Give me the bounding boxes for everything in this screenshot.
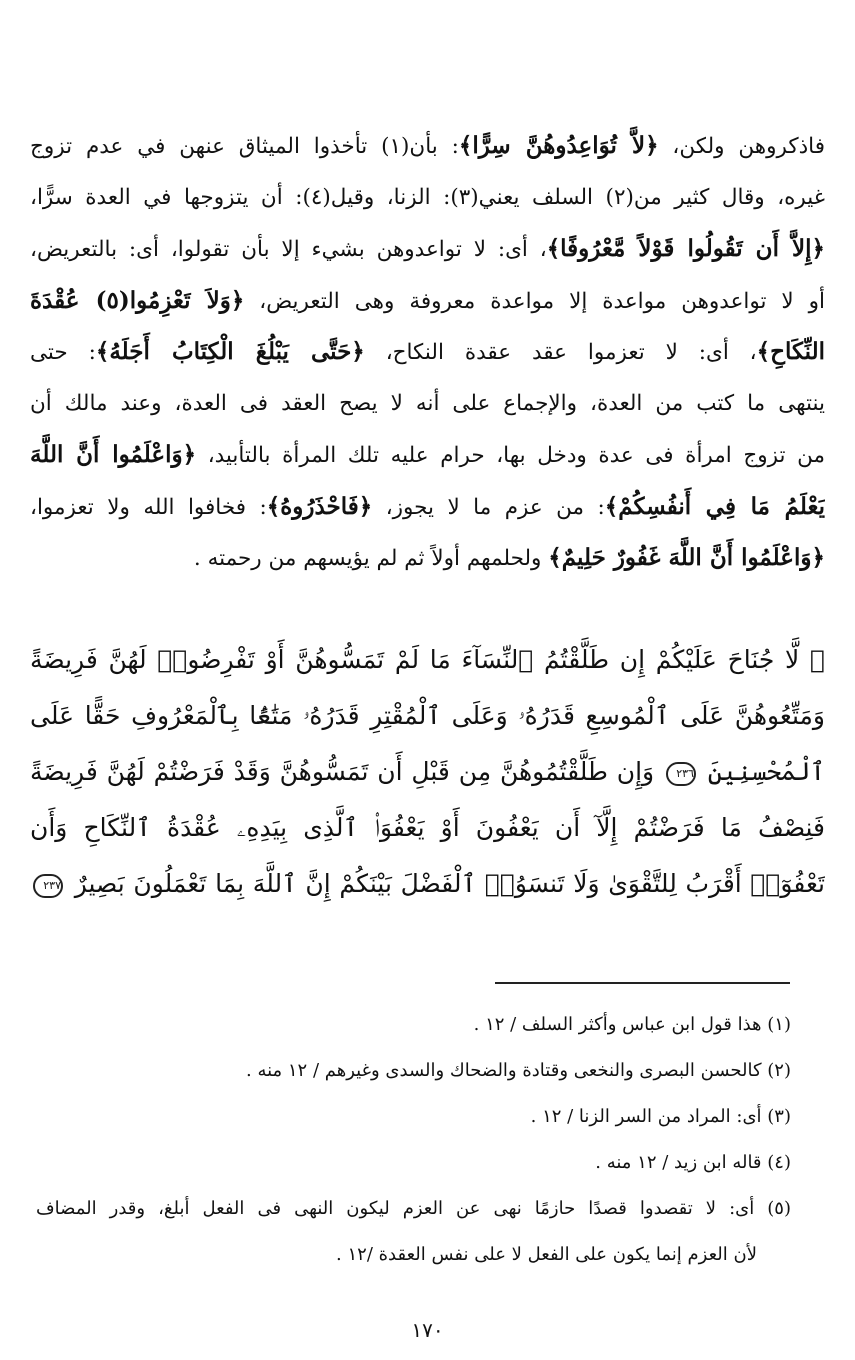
verse-line (30, 744, 825, 800)
verse-line: فَنِصْفُ مَا فَرَضْتُمْ إِلَّآ أَن يَعْفُونَ أَوْ يَعْفُوَا۟ ٱلَّذِى بِيَدِهِۦ عُقْدَةُ ٱلنِّكَاحِ وَأَن (30, 813, 825, 842)
commentary-line (30, 481, 825, 533)
commentary-line (30, 532, 825, 584)
footnote-continuation: لأن العزم إنما يكون على الفعل لا على نفس العقدة /١٢ . (336, 1244, 757, 1265)
commentary-segment: أو لا تواعدوهن مواعدة إلا مواعدة معروفة وهى التعريض، (244, 288, 825, 314)
footnote-separator (495, 982, 790, 984)
commentary-segment: : حتى (30, 340, 96, 365)
commentary-segment: : بأن(١) تأخذوا الميثاق عنهن في عدم تزوج (30, 134, 459, 159)
quran-quote: ﴿وَاعْلَمُوا أَنَّ اللَّهَ غَفُورٌ حَلِيمٌ﴾ (548, 544, 825, 571)
verse-line: وَمَتِّعُوهُنَّ عَلَى ٱلْمُوسِعِ قَدَرُهُۥ وَعَلَى ٱلْمُقْتِرِ قَدَرُهُۥ مَتَٰعًۢا بِٱلْمَعْرُوفِ حَقًّا عَلَى (30, 701, 825, 730)
commentary-segment: ولحلمهم أولاً ثم لم يؤيسهم من رحمته . (193, 546, 549, 571)
footnote: (١) هذا قول ابن عباس وأكثر السلف / ١٢ . (473, 1014, 791, 1035)
commentary-segment: ، أى: لا تعزموا عقد عقدة النكاح، (364, 340, 757, 365)
commentary-segment: ، أى: لا تواعدوهن بشيء إلا بأن تقولوا، أى: بالتعريض، (30, 237, 547, 262)
footnote: (٥) أى: لا تقصدوا قصدًا حازمًا نهى عن العزم ليكون النهى فى الفعل أبلغ، وقدر المضاف (36, 1198, 791, 1219)
page-number: ١٧٠ (411, 1318, 444, 1342)
commentary-line (30, 172, 825, 224)
verse-line: ﴿ لَّا جُنَاحَ عَلَيْكُمْ إِن طَلَّقْتُمُ ٱلنِّسَآءَ مَا لَمْ تَمَسُّوهُنَّ أَوْ تَفْرِضُوا۟ لَهُنَّ فَرِيضَةً (30, 645, 825, 674)
commentary-line (30, 326, 825, 378)
quran-quote: يَعْلَمُ مَا فِي أَنفُسِكُمْ﴾ (604, 492, 825, 520)
verse-line-text: وَإِن طَلَّقْتُمُوهُنَّ مِن قَبْلِ أَن تَمَسُّوهُنَّ وَقَدْ فَرَضْتُمْ لَهُنَّ فَرِيضَةً (30, 757, 655, 786)
commentary-line (30, 120, 825, 172)
verse-line-text: تَعْفُوٓا۟ أَقْرَبُ لِلتَّقْوَىٰ وَلَا تَنسَوُا۟ ٱلْفَضْلَ بَيْنَكُمْ إِنَّ ٱللَّهَ بِمَا تَعْمَلُونَ بَصِيرٌ (74, 869, 825, 898)
commentary-segment: : فخافوا الله ولا تعزموا، (30, 494, 267, 520)
commentary-segment: من تزوج امرأة فى عدة ودخل بها، حرام عليه تلك المرأة بالتأبيد، (196, 443, 825, 468)
quran-verse-block (30, 632, 825, 912)
commentary-line (30, 223, 825, 275)
commentary-segment: فاذكروهن ولكن، (658, 134, 825, 159)
quran-quote: ﴿لاَّ تُوَاعِدُوهُنَّ سِرًّا﴾ (458, 132, 659, 159)
commentary-segment: غيره، وقال كثير من(٢) السلف يعني(٣): الزنا، وقيل(٤): أن يتزوجها في العدة سرًّا، (30, 184, 825, 210)
quran-quote: ﴿وَلاَ تَعْزِمُوا(٥) عُقْدَةَ (30, 286, 245, 314)
commentary-text (30, 120, 825, 584)
quran-quote: ﴿حَتَّى يَبْلُغَ الْكِتَابُ أَجَلَهُ﴾ (95, 338, 365, 365)
quran-quote: ﴿فَاحْذَرُوهُ﴾ (266, 492, 373, 520)
commentary-line (30, 275, 825, 327)
footnotes (36, 1002, 791, 1278)
commentary-segment: ينتهى ما كتب من العدة، والإجماع على أنه لا يصح العقد فى العدة، وعند مالك أن (30, 390, 825, 416)
footnote: (٣) أى: المراد من السر الزنا / ١٢ . (530, 1106, 791, 1127)
quran-quote: النِّكَاحِ﴾ (756, 338, 825, 365)
commentary-line (30, 429, 825, 481)
ayah-number-marker: ٢٣٦ (666, 762, 696, 786)
footnote: (٢) كالحسن البصرى والنخعى وقتادة والضحاك والسدى وغيرهم / ١٢ منه . (246, 1060, 791, 1081)
footnote: (٤) قاله ابن زيد / ١٢ منه . (595, 1152, 791, 1173)
ayah-number-marker: ٢٣٧ (33, 874, 63, 898)
commentary-line (30, 378, 825, 430)
quran-quote: ﴿إِلاَّ أَن تَقُولُوا قَوْلاً مَّعْرُوفًا﴾ (546, 235, 825, 262)
verse-line-text: ٱلْمُحْسِنِينَ (698, 757, 825, 786)
commentary-segment: : من عزم ما لا يجوز، (372, 494, 605, 520)
quran-quote: ﴿وَاعْلَمُوا أَنَّ اللَّهَ (30, 441, 197, 468)
verse-line (30, 856, 825, 912)
